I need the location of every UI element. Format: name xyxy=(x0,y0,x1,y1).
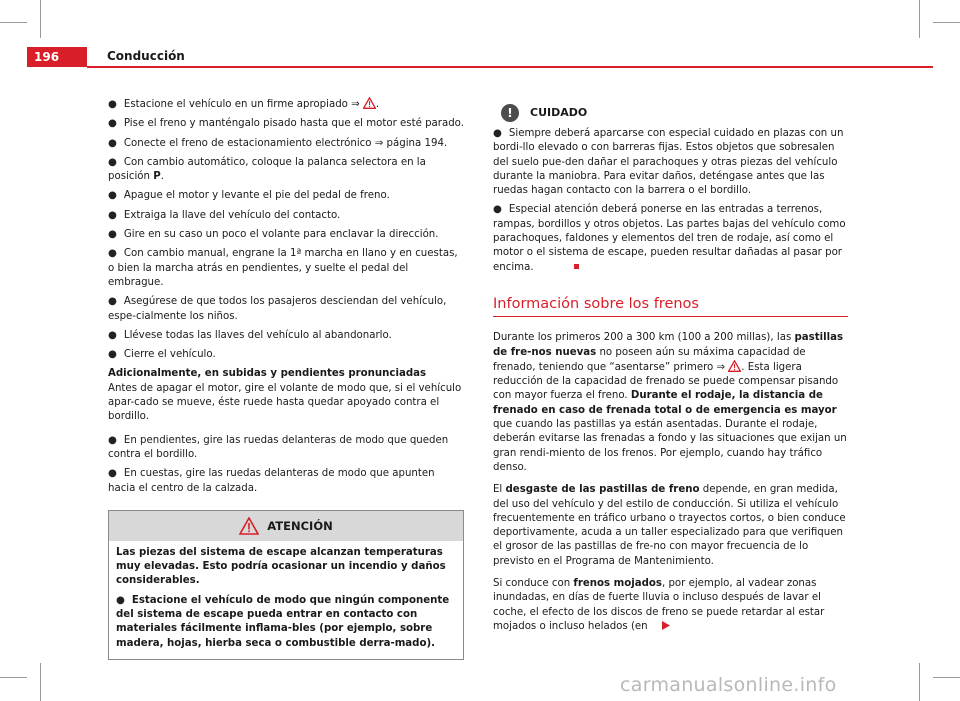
section-title: Conducción xyxy=(107,49,185,63)
watermark: carmanualsonline.info xyxy=(620,674,837,696)
list-item: ● Pise el freno y manténgalo pisado hasta que el motor esté parado. xyxy=(108,118,464,130)
list-item: ● Apague el motor y levante el pie del pedal de freno. xyxy=(108,190,390,202)
list-item: ● En pendientes, gire las ruedas delanteras de modo que queden contra el bordillo. xyxy=(108,434,449,460)
warning-text: Las piezas del sistema de escape alcanzan temperaturas muy elevadas. Esto podría ocasionar un incendio y daños considerables. xyxy=(116,546,446,587)
info-heading: Información sobre los frenos xyxy=(493,297,848,317)
continue-arrow-icon xyxy=(662,621,670,630)
crop-mark xyxy=(0,677,27,678)
page-number: 196 xyxy=(27,47,87,67)
right-column xyxy=(493,104,848,639)
list-item: ● Especial atención deberá ponerse en las entradas a terrenos, rampas, bordillos y otros objetos. Las partes bajas del vehículo como parachoques, faldones y elementos del tren de rodaje, así como el motor o el sistema de escape, pueden resultar dañadas al pasar por encima. xyxy=(493,204,846,273)
list-item: ● Siempre deberá aparcarse con especial cuidado en plazas con un bordi-llo elevado o con barreras fijas. Estos objetos que sobresalen del suelo pue-den dañar el parachoques y otras piezas del vehículo durante la maniobra. Para evitar daños, deténgase antes que las ruedas hagan contacto con la barrera o el bordillo. xyxy=(493,128,844,197)
warning-triangle-icon xyxy=(363,97,376,109)
caution-icon: ! xyxy=(501,104,519,122)
warning-triangle-icon xyxy=(239,517,259,535)
crop-mark xyxy=(933,22,960,23)
warning-box xyxy=(108,510,464,660)
left-column xyxy=(108,97,464,660)
paragraph: Durante los primeros 200 a 300 km (100 a 200 millas), las pastillas de fre-nos nuevas no poseen aún su máxima capacidad de frenado, teniendo que “asentarse” primero ⇒ . Esta ligera reducción de la capacidad de frenado se puede compensar pisando con mayor fuerza el freno. Durante el rodaje, la distancia de frenado en caso de frenada total o de emergencia es mayor que cuando las pastillas ya están asentadas. Durante el rodaje, deberán evitarse las frenadas a fondo y las situaciones que exijan un gran rendi-miento de los frenos. Por ejemplo, cuando hay tráfico denso. xyxy=(493,332,847,473)
list-item: ● Extraiga la llave del vehículo del contacto. xyxy=(108,209,341,221)
end-marker-icon xyxy=(574,264,579,269)
warning-title: ATENCIÓN xyxy=(267,518,333,533)
list-item: ● En cuestas, gire las ruedas delanteras de modo que apunten hacia el centro de la calzada. xyxy=(108,468,435,494)
list-item: ● Gire en su caso un poco el volante para enclavar la dirección. xyxy=(108,229,439,241)
paragraph: Antes de apagar el motor, gire el volante de modo que, si el vehículo apar-cado se mueve, éste ruede hasta quedar apoyado contra el bordillo. xyxy=(108,382,462,423)
crop-mark xyxy=(933,677,960,678)
crop-mark xyxy=(40,0,41,38)
list-item: ● Cierre el vehículo. xyxy=(108,349,216,361)
crop-mark xyxy=(919,663,920,701)
paragraph: Si conduce con frenos mojados, por ejemplo, al vadear zonas inundadas, en días de fuerte lluvia o incluso después de lavar el coche, el efecto de los discos de freno se puede retardar al estar mojados o incluso helados (en xyxy=(493,578,825,632)
list-item: ● Estacione el vehículo en un firme apropiado ⇒ . xyxy=(108,99,380,110)
list-item: ● Llévese todas las llaves del vehículo al abandonarlo. xyxy=(108,329,392,341)
paragraph: El desgaste de las pastillas de freno depende, en gran medida, del uso del vehículo y del estilo de conducción. Si utiliza el vehículo frecuentemente en tráfico urbano o trayectos cortos, o bien conduce deportivamente, acuda a un taller especializado para que verifiquen el grosor de las pastillas de fre-no con mayor frecuencia de lo previsto en el Programa de Mantenimiento. xyxy=(493,484,846,567)
warning-body xyxy=(109,541,463,659)
list-item: ● Con cambio manual, engrane la 1ª marcha en llano y en cuestas, o bien la marcha atrás en pendientes, y suelte el pedal del embrague. xyxy=(108,248,458,288)
list-item: ● Conecte el freno de estacionamiento electrónico ⇒ página 194. xyxy=(108,137,448,149)
warning-header xyxy=(109,511,463,541)
header-rule xyxy=(87,66,933,68)
subheading: Adicionalmente, en subidas y pendientes pronunciadas xyxy=(108,368,427,380)
crop-mark xyxy=(919,0,920,38)
warning-triangle-icon xyxy=(728,360,741,372)
crop-mark xyxy=(40,663,41,701)
caution-header xyxy=(493,104,848,122)
list-item: ● Con cambio automático, coloque la palanca selectora en la posición P. xyxy=(108,156,426,183)
crop-mark xyxy=(0,22,27,23)
warning-text: ● Estacione el vehículo de modo que ningún componente del sistema de escape pueda entrar en contacto con materiales fácilmente inflama-bles (por ejemplo, sobre madera, hojas, hierba seca o combustible derra-mado). xyxy=(116,594,450,649)
caution-title: CUIDADO xyxy=(530,105,588,119)
list-item: ● Asegúrese de que todos los pasajeros desciendan del vehículo, espe-cialmente los niños. xyxy=(108,296,447,322)
